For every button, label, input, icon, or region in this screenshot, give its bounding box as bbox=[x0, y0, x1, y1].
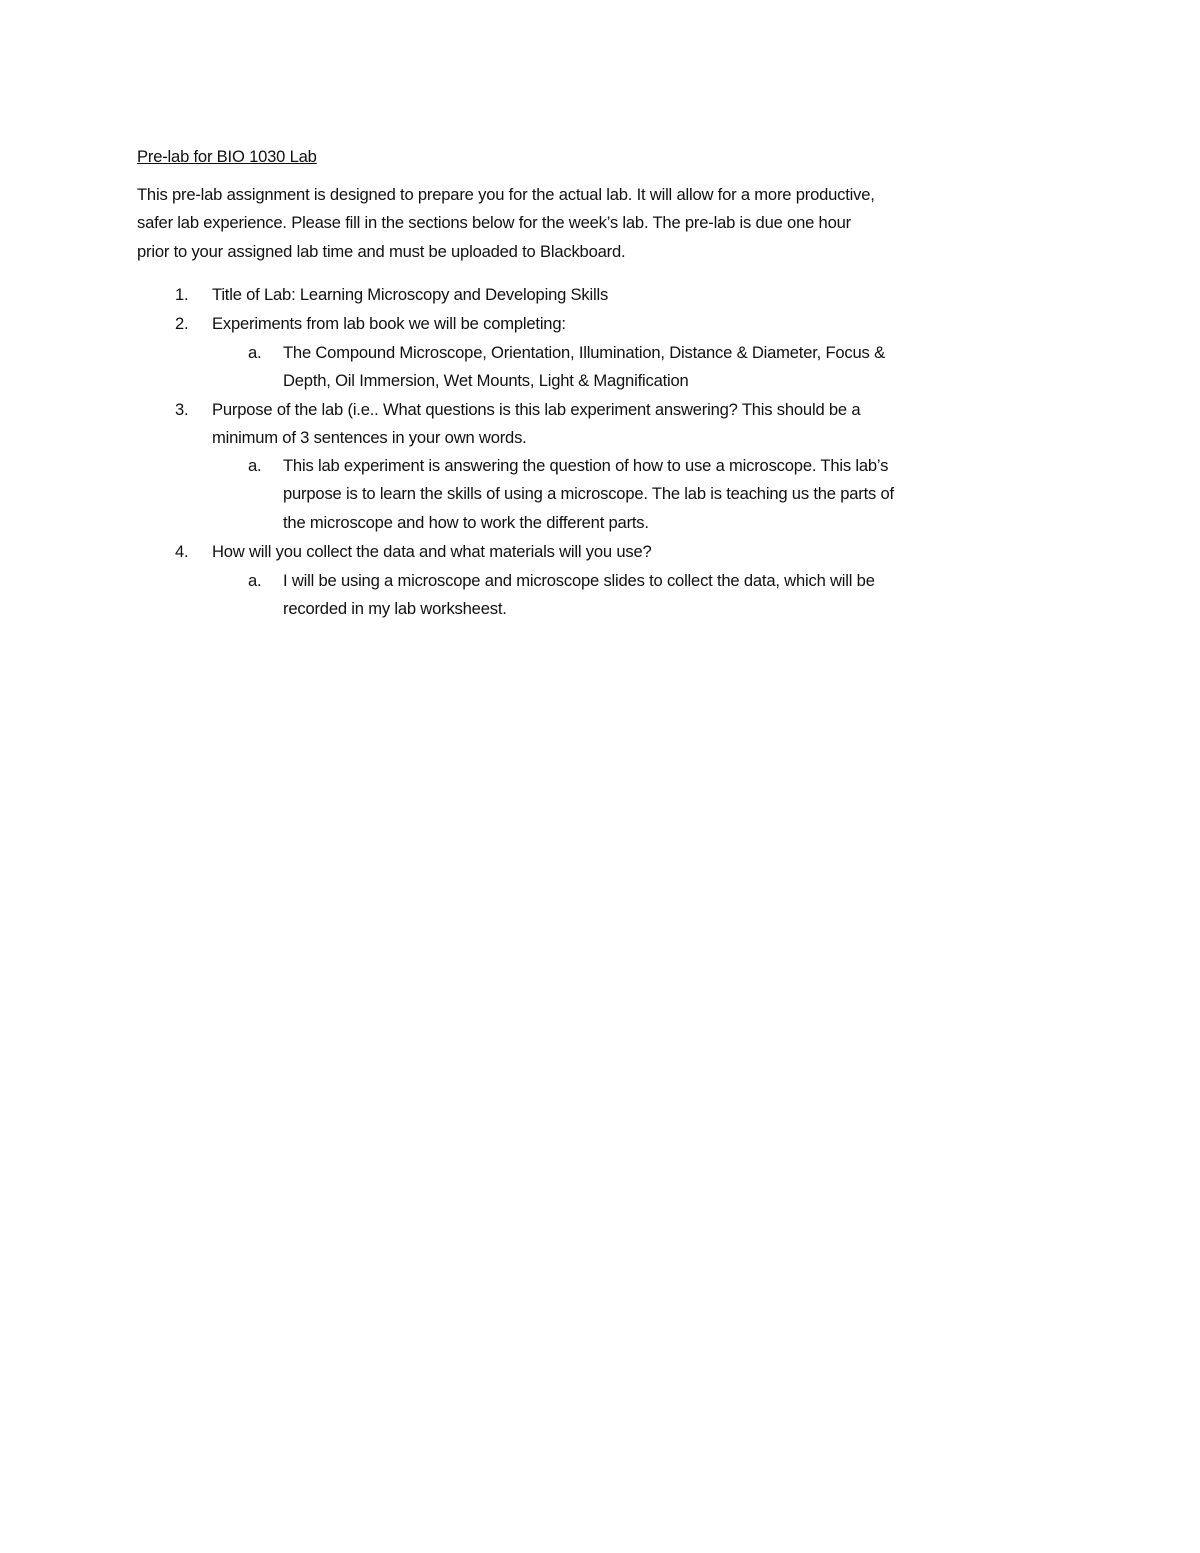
list-item-text: Experiments from lab book we will be completing: bbox=[212, 314, 566, 333]
list-item-text: How will you collect the data and what materials will you use? bbox=[212, 542, 652, 561]
list-item-text: Title of Lab: Learning Microscopy and Developing Skills bbox=[212, 285, 609, 304]
list-item-text: minimum of 3 sentences in your own words. bbox=[212, 428, 527, 447]
sub-letter: a. bbox=[248, 571, 262, 590]
sub-item-text: purpose is to learn the skills of using a microscope. The lab is teaching us the parts of bbox=[283, 484, 894, 503]
list-number: 4. bbox=[175, 542, 189, 561]
intro-line: safer lab experience. Please fill in the sections below for the week’s lab. The pre-lab is due one hour bbox=[137, 213, 851, 232]
intro-line: prior to your assigned lab time and must be uploaded to Blackboard. bbox=[137, 242, 626, 261]
intro-line: This pre-lab assignment is designed to prepare you for the actual lab. It will allow for a more productive, bbox=[137, 185, 875, 204]
sub-item-text: The Compound Microscope, Orientation, Illumination, Distance & Diameter, Focus & bbox=[283, 343, 885, 362]
sub-item-text: recorded in my lab worksheest. bbox=[283, 599, 507, 618]
list-number: 3. bbox=[175, 400, 189, 419]
sub-item-text: This lab experiment is answering the question of how to use a microscope. This lab’s bbox=[283, 456, 889, 475]
list-item-text: Purpose of the lab (i.e.. What questions is this lab experiment answering? This should be a bbox=[212, 400, 861, 419]
sub-item-text: Depth, Oil Immersion, Wet Mounts, Light & Magnification bbox=[283, 371, 689, 390]
document-title: Pre-lab for BIO 1030 Lab bbox=[137, 147, 317, 166]
sub-letter: a. bbox=[248, 456, 262, 475]
list-number: 2. bbox=[175, 314, 189, 333]
list-number: 1. bbox=[175, 285, 189, 304]
sub-letter: a. bbox=[248, 343, 262, 362]
sub-item-text: the microscope and how to work the different parts. bbox=[283, 513, 649, 532]
sub-item-text: I will be using a microscope and microscope slides to collect the data, which will be bbox=[283, 571, 875, 590]
